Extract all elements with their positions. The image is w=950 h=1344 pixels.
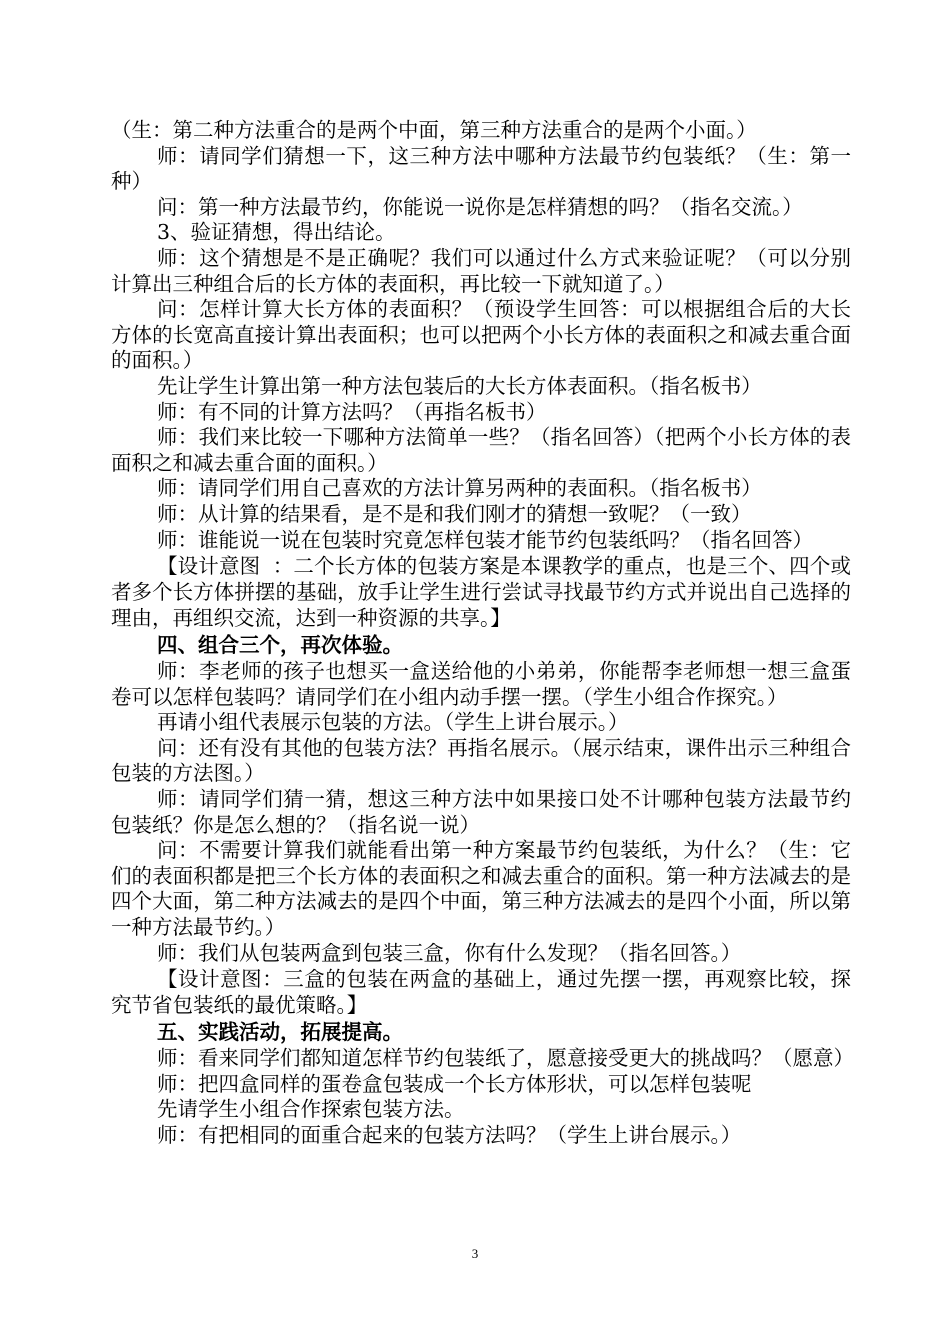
- paragraph: 师：谁能说一说在包装时究竟怎样包装才能节约包装纸吗？（指名回答）: [157, 527, 813, 552]
- section-heading: 四、组合三个，再次体验。: [157, 633, 403, 658]
- paragraph: 师：李老师的孩子也想买一盒送给他的小弟弟，你能帮李老师想一想三盒蛋卷可以怎样包装吗？请同学们在小组内动手摆一摆。（学生小组合作探究。）: [111, 659, 851, 709]
- section-step: 3、验证猜想，得出结论。: [157, 220, 396, 245]
- paragraph: 师：看来同学们都知道怎样节约包装纸了，愿意接受更大的挑战吗？（愿意）: [157, 1046, 854, 1071]
- design-intent-note: 【设计意图 ：二个长方体的包装方案是本课教学的重点，也是三个、四个或者多个长方体拼摆的基础，放手让学生进行尝试寻找最节约方式并说出自己选择的理由，再组织交流，达到一种资源的共享。】: [111, 554, 851, 631]
- paragraph: 师：这个猜想是不是正确呢？我们可以通过什么方式来验证呢？（可以分别计算出三种组合后的长方体的表面积，再比较一下就知道了。）: [111, 245, 851, 296]
- paragraph: 师：有不同的计算方法吗？（再指名板书）: [157, 399, 547, 424]
- paragraph: （生：第二种方法重合的是两个中面，第三种方法重合的是两个小面。）: [111, 118, 757, 142]
- paragraph: 师：从计算的结果看，是不是和我们刚才的猜想一致呢？（一致）: [157, 501, 752, 526]
- paragraph: 先让学生计算出第一种方法包装后的大长方体表面积。（指名板书）: [157, 373, 762, 398]
- paragraph: 问：第一种方法最节约，你能说一说你是怎样猜想的吗？（指名交流。）: [157, 194, 803, 219]
- paragraph: 师：请同学们用自己喜欢的方法计算另两种的表面积。（指名板书）: [157, 476, 762, 501]
- section-heading: 五、实践活动，拓展提高。: [157, 1020, 403, 1045]
- paragraph: 师：有把相同的面重合起来的包装方法吗？（学生上讲台展示。）: [157, 1123, 742, 1147]
- paragraph: 师：请同学们猜一猜，想这三种方法中如果接口处不计哪种包装方法最节约包装纸？你是怎么想的？（指名说一说）: [111, 787, 851, 837]
- paragraph: 师：把四盒同样的蛋卷盒包装成一个长方体形状，可以怎样包装呢: [157, 1071, 752, 1096]
- paragraph: 问：不需要计算我们就能看出第一种方案最节约包装纸，为什么？（生：它们的表面积都是把三个长方体的表面积之和减去重合的面积。第一种方法减去的是四个大面，第二种方法减去的是四个中面，第三种方法减去的是四个小面，所以第一种方法最节约。）: [111, 838, 851, 940]
- paragraph: 师：请同学们猜想一下，这三种方法中哪种方法最节约包装纸？（生：第一种）: [111, 143, 851, 194]
- paragraph: 先请学生小组合作探索包装方法。: [157, 1097, 465, 1122]
- page-number: 3: [471, 1246, 479, 1261]
- paragraph: 师：我们来比较一下哪种方法简单一些？（指名回答）（把两个小长方体的表面积之和减去重合面的面积。）: [111, 425, 851, 475]
- paragraph: 问：还有没有其他的包装方法？再指名展示。（展示结束，课件出示三种组合包装的方法图。）: [111, 735, 851, 786]
- paragraph: 再请小组代表展示包装的方法。（学生上讲台展示。）: [157, 710, 629, 735]
- design-intent-note: 【设计意图：三盒的包装在两盒的基础上，通过先摆一摆，再观察比较，探究节省包装纸的最优策略。】: [111, 967, 851, 1018]
- document-body: [111, 118, 854, 1149]
- paragraph: 师：我们从包装两盒到包装三盒，你有什么发现？（指名回答。）: [157, 940, 742, 965]
- paragraph: 问：怎样计算大长方体的表面积？（预设学生回答：可以根据组合后的大长方体的长宽高直接计算出表面积；也可以把两个小长方体的表面积之和减去重合面的面积。）: [111, 297, 851, 373]
